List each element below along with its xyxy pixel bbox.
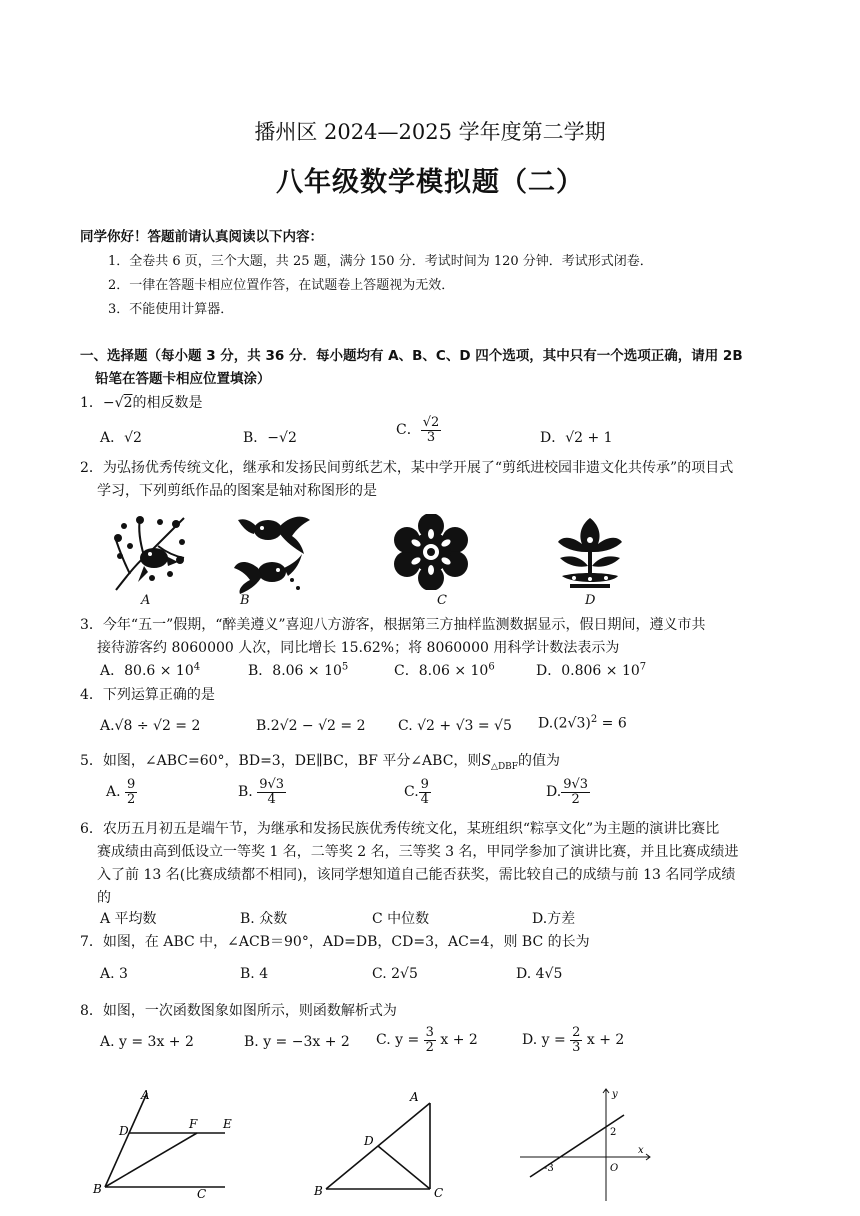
q8-option-c: C. y = $\frac{3}{2}$ x + 2 bbox=[376, 1025, 478, 1055]
intro-heading: 同学你好！答题前请认真阅读以下内容： bbox=[80, 229, 323, 245]
q5-option-b: B. $\frac{9√3}{4}$ bbox=[238, 777, 285, 807]
q8-option-d: D. y = $\frac{2}{3}$ x + 2 bbox=[522, 1025, 625, 1055]
q3-stem-line1: 3．今年“五一”假期，“醉美遵义”喜迎八方游客，根据第三方抽样监测数据显示，假日期间，遵义市共 bbox=[80, 617, 706, 633]
q6-stem-line3: 入了前 13 名(比赛成绩都不相同)，该同学想知道自己能否获奖，需比较自己的成绩与前 13 名同学成绩 bbox=[97, 867, 736, 883]
q4-option-a: A.√8 ÷ √2 = 2 bbox=[100, 718, 201, 734]
q2-label-c: C bbox=[437, 593, 447, 608]
q6-option-a: A 平均数 bbox=[100, 911, 157, 927]
q6-stem-line1: 6．农历五月初五是端午节，为继承和发扬民族优秀传统文化，某班组织“粽享文化”为主题的演讲比赛比 bbox=[80, 821, 720, 837]
note-3: 3．不能使用计算器． bbox=[108, 302, 234, 317]
q7-option-d: D. 4√5 bbox=[516, 966, 563, 982]
q8-option-b: B. y = −3x + 2 bbox=[244, 1034, 350, 1050]
q3-option-c: C．$8.06 \times 10^6$ bbox=[394, 661, 495, 679]
q3-option-a: A．$80.6 \times 10^4$ bbox=[100, 661, 201, 679]
q5-option-a: A. $\frac{9}{2}$ bbox=[106, 777, 136, 807]
q3-option-b: B．$8.06 \times 10^5$ bbox=[248, 661, 349, 679]
fig5-label-d: D bbox=[119, 1124, 129, 1138]
note-2: 2．一律在答题卡相应位置作答，在试题卷上答题视为无效． bbox=[108, 278, 455, 293]
figure-q5-triangle-parallel bbox=[85, 1085, 245, 1201]
fig5-label-e: E bbox=[223, 1117, 232, 1131]
q6-option-d: D.方差 bbox=[532, 911, 576, 927]
line-ba bbox=[105, 1093, 147, 1187]
line-bf bbox=[105, 1133, 197, 1187]
papercut-lotus-image bbox=[552, 514, 628, 590]
fig8-label-x: x bbox=[638, 1145, 644, 1156]
fig8-label-y: y bbox=[612, 1089, 618, 1100]
q6-stem-line4: 的 bbox=[97, 890, 111, 906]
section-1-heading: 一、选择题（每小题 3 分，共 36 分．每小题均有 A、B、C、D 四个选项，其中只有一个选项正确，请用 2B bbox=[80, 348, 743, 364]
section-1-heading-cont: 铅笔在答题卡相应位置填涂） bbox=[95, 371, 271, 387]
q7-stem: 7．如图，在 ABC 中，∠ACB＝90°，AD=DB，CD=3，AC=4，则 BC 的长为 bbox=[80, 934, 590, 950]
fig5-label-c: C bbox=[197, 1187, 207, 1201]
exam-subtitle: 八年级数学模拟题（二） bbox=[276, 167, 584, 198]
q7-option-a: A. 3 bbox=[100, 966, 128, 982]
fig7-label-d: D bbox=[364, 1134, 374, 1148]
fig5-label-b: B bbox=[93, 1182, 102, 1196]
q4-option-d: $D.(2√3)^2 = 6$ bbox=[538, 714, 627, 732]
q4-option-c: C. √2 + √3 = √5 bbox=[398, 718, 512, 734]
fig7-label-c: C bbox=[434, 1186, 444, 1200]
q2-label-d: D bbox=[585, 593, 596, 608]
papercut-bird-plum-image bbox=[110, 512, 188, 592]
q4-stem: 4．下列运算正确的是 bbox=[80, 687, 215, 703]
q7-option-c: C. 2√5 bbox=[372, 966, 418, 982]
q5-stem: 5．如图，∠ABC=60°，BD=3，DE∥BC，BF 平分∠ABC，则$S_{\triangle DBF}$的值为 bbox=[80, 753, 561, 772]
q8-stem: 8．如图，一次函数图象如图所示，则函数解析式为 bbox=[80, 1003, 397, 1019]
fig8-label-2: 2 bbox=[610, 1127, 617, 1138]
q1-option-a: A．√2 bbox=[100, 430, 142, 446]
exam-title: 播州区 2024—2025 学年度第二学期 bbox=[254, 120, 606, 144]
papercut-goldfish-image bbox=[232, 510, 312, 594]
q5-option-d: D. $\frac{9√3}{2}$ bbox=[546, 777, 589, 807]
fig5-label-a: A bbox=[141, 1088, 150, 1102]
q1-option-c: C． $\frac{√2}{3}$ bbox=[396, 415, 440, 445]
q2-stem-line1: 2．为弘扬优秀传统文化，继承和发扬民间剪纸艺术，某中学开展了“剪纸进校园非遗文化共传承”的项目式 bbox=[80, 460, 734, 476]
q2-stem-line2: 学习，下列剪纸作品的图案是轴对称图形的是 bbox=[97, 483, 377, 499]
q2-label-b: B bbox=[240, 593, 250, 608]
fig8-label-neg3: -3 bbox=[544, 1163, 554, 1174]
q6-option-c: C 中位数 bbox=[372, 911, 430, 927]
q1-option-b: B．−√2 bbox=[243, 430, 297, 446]
q1-stem: 1．−√2的相反数是 bbox=[80, 395, 203, 411]
q3-stem-line2: 接待游客约 8060000 人次，同比增长 15.62%；将 8060000 用科学计数法表示为 bbox=[97, 640, 620, 656]
q5-option-c: C. $\frac{9}{4}$ bbox=[404, 777, 429, 807]
fig8-label-origin: O bbox=[610, 1163, 619, 1174]
q1-option-d: D．√2 + 1 bbox=[540, 430, 613, 446]
figure-q7-right-triangle bbox=[310, 1085, 460, 1201]
q6-stem-line2: 赛成绩由高到低设立一等奖 1 名，二等奖 2 名，三等奖 3 名，甲同学参加了演讲比赛，并且比赛成绩进 bbox=[97, 844, 739, 860]
figure-q8-linear-graph bbox=[520, 1085, 660, 1201]
papercut-flower-image bbox=[392, 514, 470, 590]
fig7-label-b: B bbox=[314, 1184, 323, 1198]
fig5-label-f: F bbox=[189, 1117, 198, 1131]
q6-option-b: B. 众数 bbox=[240, 911, 288, 927]
q8-option-a: A. y = 3x + 2 bbox=[100, 1034, 194, 1050]
fig7-label-a: A bbox=[410, 1090, 419, 1104]
q4-option-b: B.2√2 − √2 = 2 bbox=[256, 718, 366, 734]
q2-label-a: A bbox=[141, 593, 151, 608]
note-1: 1．全卷共 6 页，三个大题，共 25 题，满分 150 分．考试时间为 120 分钟．考试形式闭卷． bbox=[108, 254, 653, 269]
q3-option-d: D．$0.806 \times 10^7$ bbox=[536, 661, 647, 679]
q7-option-b: B. 4 bbox=[240, 966, 269, 982]
line-dc bbox=[378, 1146, 430, 1189]
